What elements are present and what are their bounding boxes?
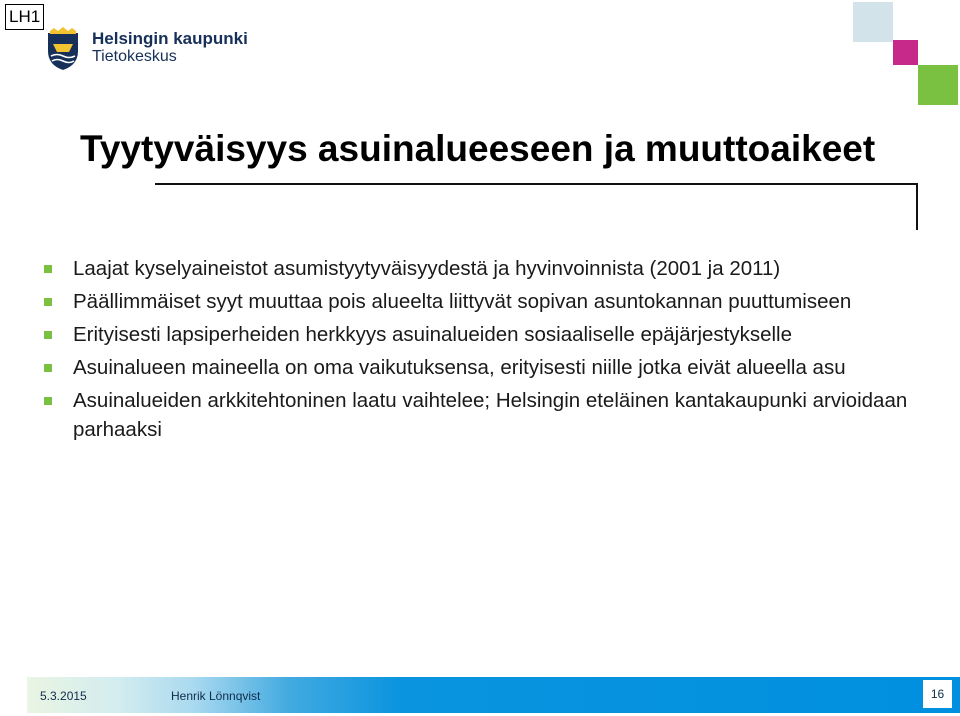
square-bullet-icon: [44, 364, 52, 372]
page-number: 16: [923, 680, 952, 708]
bullet-item: [44, 287, 924, 316]
bullet-item: [44, 254, 924, 283]
bullet-item: [44, 386, 924, 444]
logo-subtitle: Tietokeskus: [92, 48, 177, 65]
bullet-text: Päällimmäiset syyt muuttaa pois alueelta liittyvät sopivan asuntokannan puuttumiseen: [73, 290, 852, 313]
decor-square-light-blue: [853, 2, 893, 42]
bullet-text: Laajat kyselyaineistot asumistyytyväisyydestä ja hyvinvoinnista (2001 ja 2011): [73, 257, 781, 280]
decor-square-green: [918, 65, 958, 105]
title-rule-corner: [916, 183, 918, 230]
square-bullet-icon: [44, 331, 52, 339]
bullet-text: Erityisesti lapsiperheiden herkkyys asuinalueiden sosiaaliselle epäjärjestykselle: [73, 323, 793, 346]
square-bullet-icon: [44, 265, 52, 273]
title-underline: [155, 183, 918, 185]
helsinki-crest-icon: [42, 27, 84, 71]
footer-date: 5.3.2015: [40, 689, 87, 703]
square-bullet-icon: [44, 298, 52, 306]
bullet-item: [44, 320, 924, 349]
slide-tag: LH1: [5, 4, 44, 30]
bullet-text: Asuinalueiden arkkitehtoninen laatu vaihtelee; Helsingin eteläinen kantakaupunki arvioidaan parhaaksi: [73, 389, 908, 441]
square-bullet-icon: [44, 397, 52, 405]
decor-square-magenta: [893, 40, 918, 65]
bullet-text: Asuinalueen maineella on oma vaikutuksensa, erityisesti niille jotka eivät alueella asu: [73, 356, 846, 379]
slide-title: Tyytyväisyys asuinalueeseen ja muuttoaikeet: [80, 128, 876, 169]
bullet-list: [44, 254, 924, 448]
footer-bar: [27, 677, 960, 713]
footer-author: Henrik Lönnqvist: [171, 689, 261, 703]
bullet-item: [44, 353, 924, 382]
logo-name: Helsingin kaupunki: [92, 29, 248, 48]
